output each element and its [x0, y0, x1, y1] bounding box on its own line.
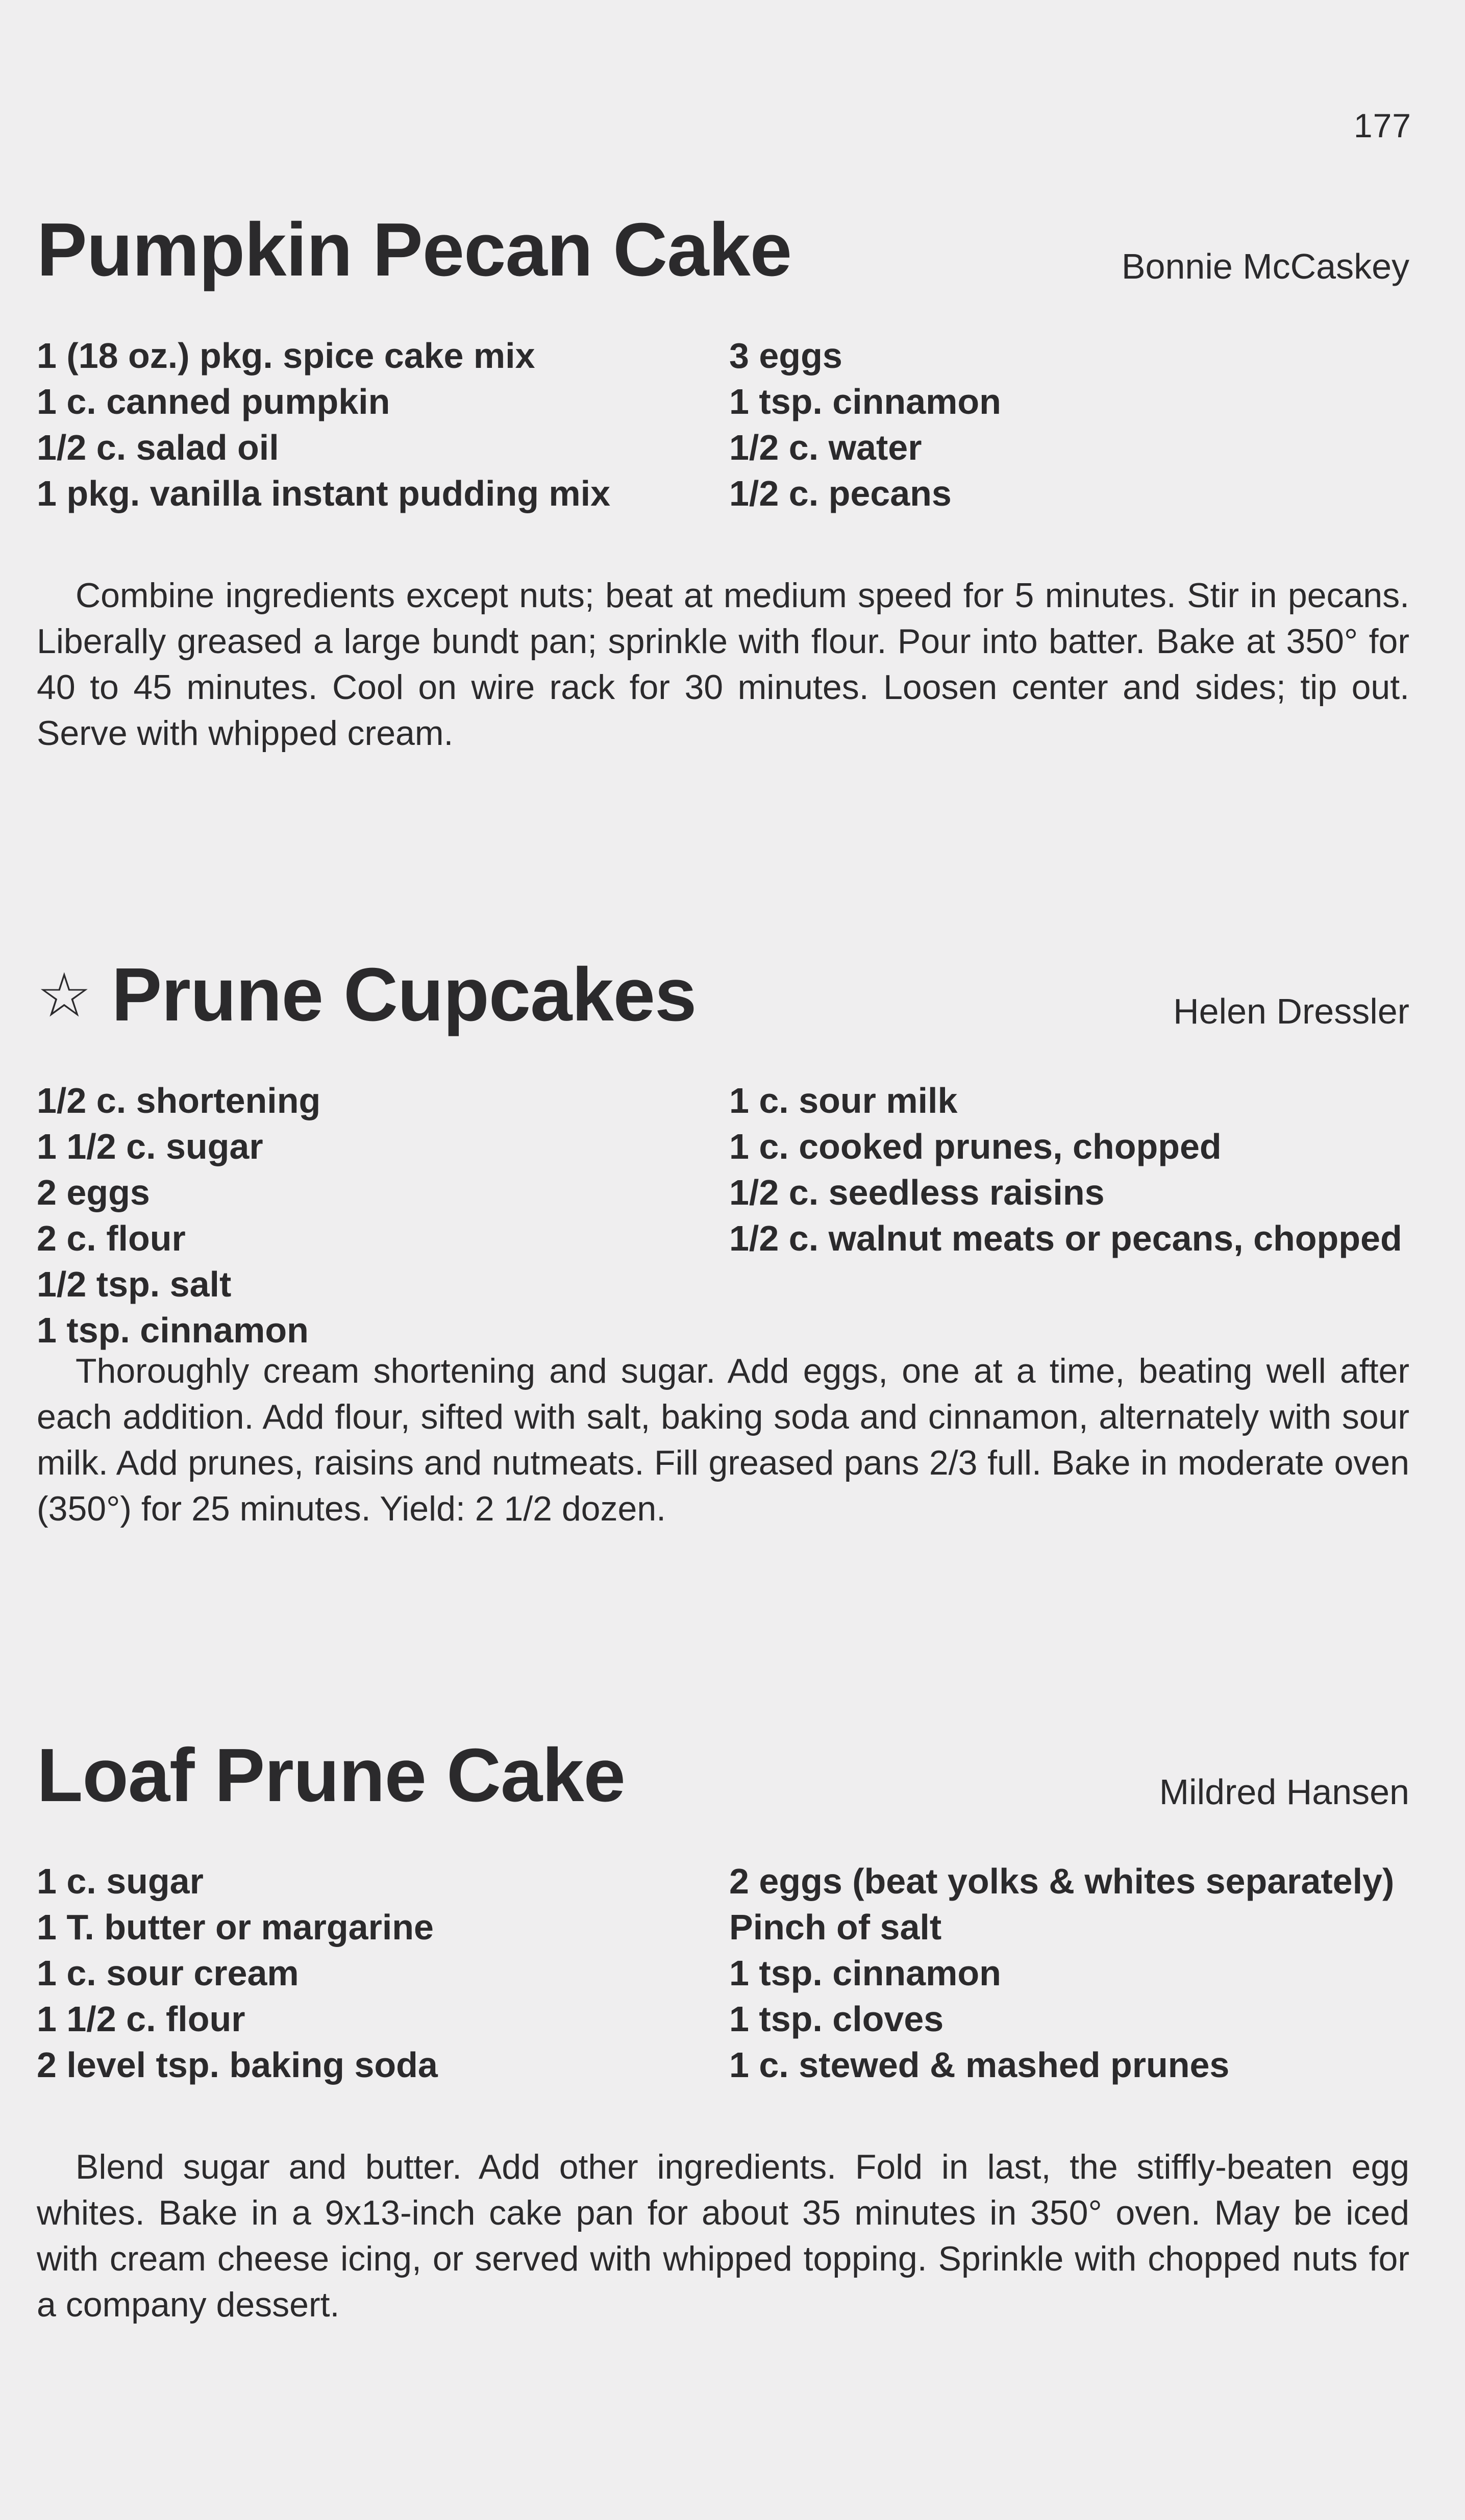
recipe-header: [37, 949, 1409, 1041]
ingredient-item: 1 pkg. vanilla instant pudding mix: [37, 473, 611, 513]
recipe-title: Pumpkin Pecan Cake: [37, 208, 792, 292]
ingredients-left-column: [37, 1858, 700, 2088]
recipe-author: Mildred Hansen: [1159, 1772, 1409, 1812]
ingredient-item: 1 tsp. cinnamon: [37, 1310, 309, 1350]
star-icon: ☆: [37, 961, 91, 1030]
ingredients-list: [37, 333, 1409, 572]
ingredient-item: 1 1/2 c. sugar: [37, 1127, 263, 1166]
ingredient-item: 1 tsp. cinnamon: [729, 382, 1001, 421]
ingredient-item: 1/2 tsp. salt: [37, 1264, 232, 1304]
ingredient-item: 1/2 c. seedless raisins: [729, 1172, 1105, 1212]
ingredient-item: Pinch of salt: [729, 1907, 942, 1947]
ingredient-item: 1 c. stewed & mashed prunes: [729, 2045, 1230, 2085]
ingredient-item: 1 c. canned pumpkin: [37, 382, 390, 421]
ingredient-item: 2 eggs: [37, 1172, 150, 1212]
ingredient-item: 1 c. sour cream: [37, 1953, 299, 1993]
recipe-pumpkin-pecan-cake: [37, 204, 1409, 756]
page-number: 177: [1353, 107, 1411, 144]
ingredients-right-column: [729, 1858, 1408, 2088]
ingredient-item: 1 (18 oz.) pkg. spice cake mix: [37, 336, 535, 376]
ingredient-item: 1 c. sugar: [37, 1861, 204, 1901]
recipe-author: Bonnie McCaskey: [1121, 246, 1409, 286]
ingredient-item: 1/2 c. water: [729, 428, 922, 467]
recipe-header: [37, 1730, 1409, 1822]
recipe-title-row: [37, 949, 696, 1041]
ingredients-left-column: [37, 1078, 700, 1353]
ingredient-item: 1/2 c. salad oil: [37, 428, 279, 467]
ingredient-item: 2 eggs (beat yolks & whites separately): [729, 1861, 1395, 1901]
recipe-instructions: Blend sugar and butter. Add other ingredients. Fold in last, the stiffly-beaten egg whites. Bake in a 9x13-inch cake pan for about 35 minutes in 350° oven. May be iced with cream cheese icing, or served with whipped topping. Sprinkle with chopped nuts for a company dessert.: [37, 2148, 1409, 2324]
ingredient-item: 1/2 c. walnut meats or pecans, chopped: [729, 1218, 1402, 1258]
recipe-loaf-prune-cake: [37, 1730, 1409, 2328]
ingredient-item: 2 level tsp. baking soda: [37, 2045, 438, 2085]
ingredient-item: 1/2 c. shortening: [37, 1081, 321, 1120]
recipe-author: Helen Dressler: [1173, 991, 1409, 1031]
recipe-instructions: Thoroughly cream shortening and sugar. Add eggs, one at a time, beating well after each addition. Add flour, sifted with salt, baking soda and cinnamon, alternately with sour milk. Add prunes, raisins and nutmeats. Fill greased pans 2/3 full. Bake in moderate oven (350°) for 25 minutes. Yield: 2 1/2 dozen.: [37, 1352, 1409, 1528]
recipe-header: [37, 204, 1409, 296]
ingredient-item: 1/2 c. pecans: [729, 473, 952, 513]
ingredients-left-column: [37, 333, 700, 516]
ingredient-item: 1 tsp. cloves: [729, 1999, 944, 2039]
recipe-title: Loaf Prune Cake: [37, 1733, 625, 1817]
ingredient-item: 1 c. sour milk: [729, 1081, 958, 1120]
ingredient-item: 1 T. butter or margarine: [37, 1907, 434, 1947]
ingredient-item: 1 c. cooked prunes, chopped: [729, 1127, 1222, 1166]
ingredients-right-column: [729, 1078, 1408, 1261]
ingredient-item: 1 tsp. cinnamon: [729, 1953, 1001, 1993]
ingredients-list: [37, 1858, 1409, 2144]
ingredient-item: 3 eggs: [729, 336, 842, 376]
ingredient-item: 1 1/2 c. flour: [37, 1999, 245, 2039]
ingredient-item: 2 c. flour: [37, 1218, 186, 1258]
ingredients-list: [37, 1078, 1409, 1348]
recipe-instructions: Combine ingredients except nuts; beat at medium speed for 5 minutes. Stir in pecans. Liberally greased a large bundt pan; sprinkle with flour. Pour into batter. Bake at 350° for 40 to 45 minutes. Cool on wire rack for 30 minutes. Loosen center and sides; tip out. Serve with whipped cream.: [37, 576, 1409, 753]
recipe-title: Prune Cupcakes: [111, 953, 697, 1037]
recipe-prune-cupcakes: [37, 949, 1409, 1532]
ingredients-right-column: [729, 333, 1408, 516]
